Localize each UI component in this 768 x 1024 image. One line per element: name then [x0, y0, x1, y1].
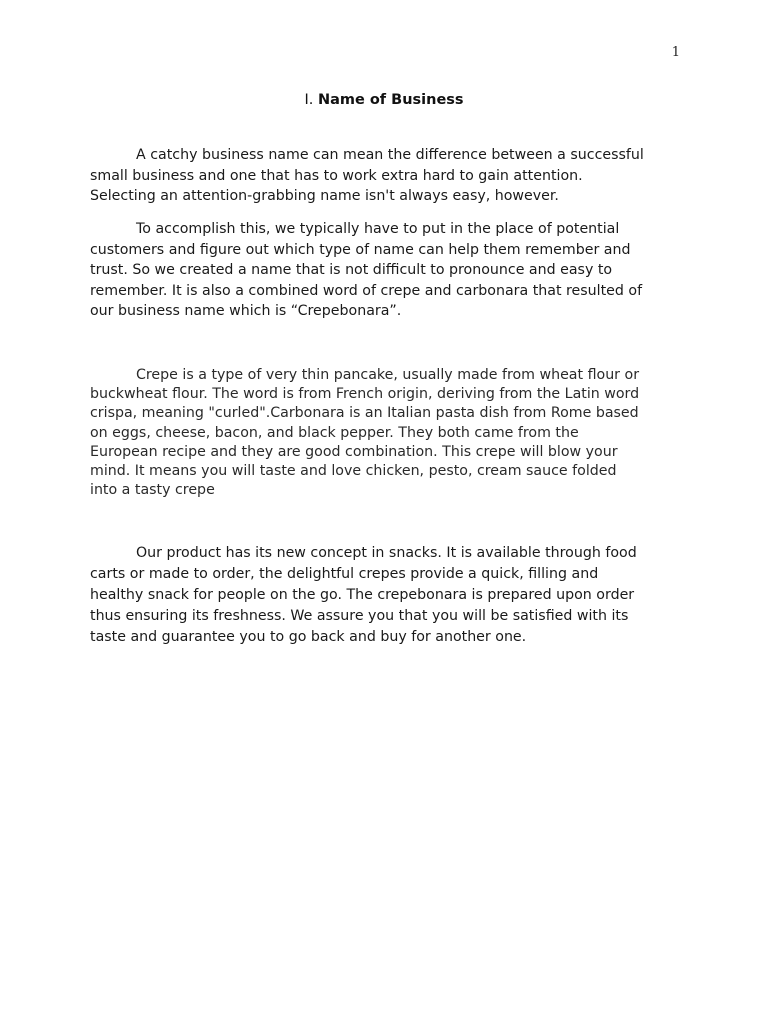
paragraph-product-concept: [90, 543, 682, 648]
paragraph-line: healthy snack for people on the go. The crepebonara is prepared upon order: [90, 587, 635, 603]
paragraph-line: To accomplish this, we typically have to put in the place of potential: [136, 221, 620, 237]
paragraph-line: thus ensuring its freshness. We assure you that you will be satisfied with its: [90, 608, 629, 624]
paragraph-line: Selecting an attention-grabbing name isn't always easy, however.: [90, 188, 559, 205]
paragraph-line: remember. It is also a combined word of crepe and carbonara that resulted of: [90, 282, 643, 299]
paragraph-line: into a tasty crepe: [90, 482, 215, 499]
paragraph-line: A catchy business name can mean the difference between a successful: [136, 147, 644, 163]
paragraph-line: customers and figure out which type of name can help them remember and: [90, 241, 631, 258]
section-heading: [90, 92, 678, 108]
paragraph-line: crispa, meaning "curled".Carbonara is an Italian pasta dish from Rome based: [90, 405, 639, 422]
paragraph-line: small business and one that has to work extra hard to gain attention.: [90, 167, 583, 184]
paragraph-line: Crepe is a type of very thin pancake, usually made from wheat flour or: [136, 367, 640, 383]
paragraph-business-name-intro: [90, 145, 682, 207]
section-title: Name of Business: [317, 92, 464, 108]
paragraph-line: taste and guarantee you to go back and buy for another one.: [90, 629, 527, 645]
paragraph-line: our business name which is “Crepebonara”.: [90, 303, 402, 320]
paragraph-line: Our product has its new concept in snacks. It is available through food: [136, 545, 637, 561]
paragraph-crepe-carbonara: [90, 366, 682, 500]
paragraph-line: on eggs, cheese, bacon, and black pepper. They both came from the: [90, 424, 579, 441]
section-numeral: I.: [304, 92, 318, 108]
paragraph-line: trust. So we created a name that is not difficult to pronounce and easy to: [90, 262, 613, 279]
paragraph-name-creation: [90, 219, 682, 322]
page-number: 1: [671, 45, 680, 60]
paragraph-line: carts or made to order, the delightful crepes provide a quick, filling and: [90, 566, 599, 582]
paragraph-line: mind. It means you will taste and love chicken, pesto, cream sauce folded: [90, 463, 617, 480]
paragraph-line: European recipe and they are good combination. This crepe will blow your: [90, 443, 618, 460]
paragraph-line: buckwheat flour. The word is from French origin, deriving from the Latin word: [90, 386, 640, 403]
